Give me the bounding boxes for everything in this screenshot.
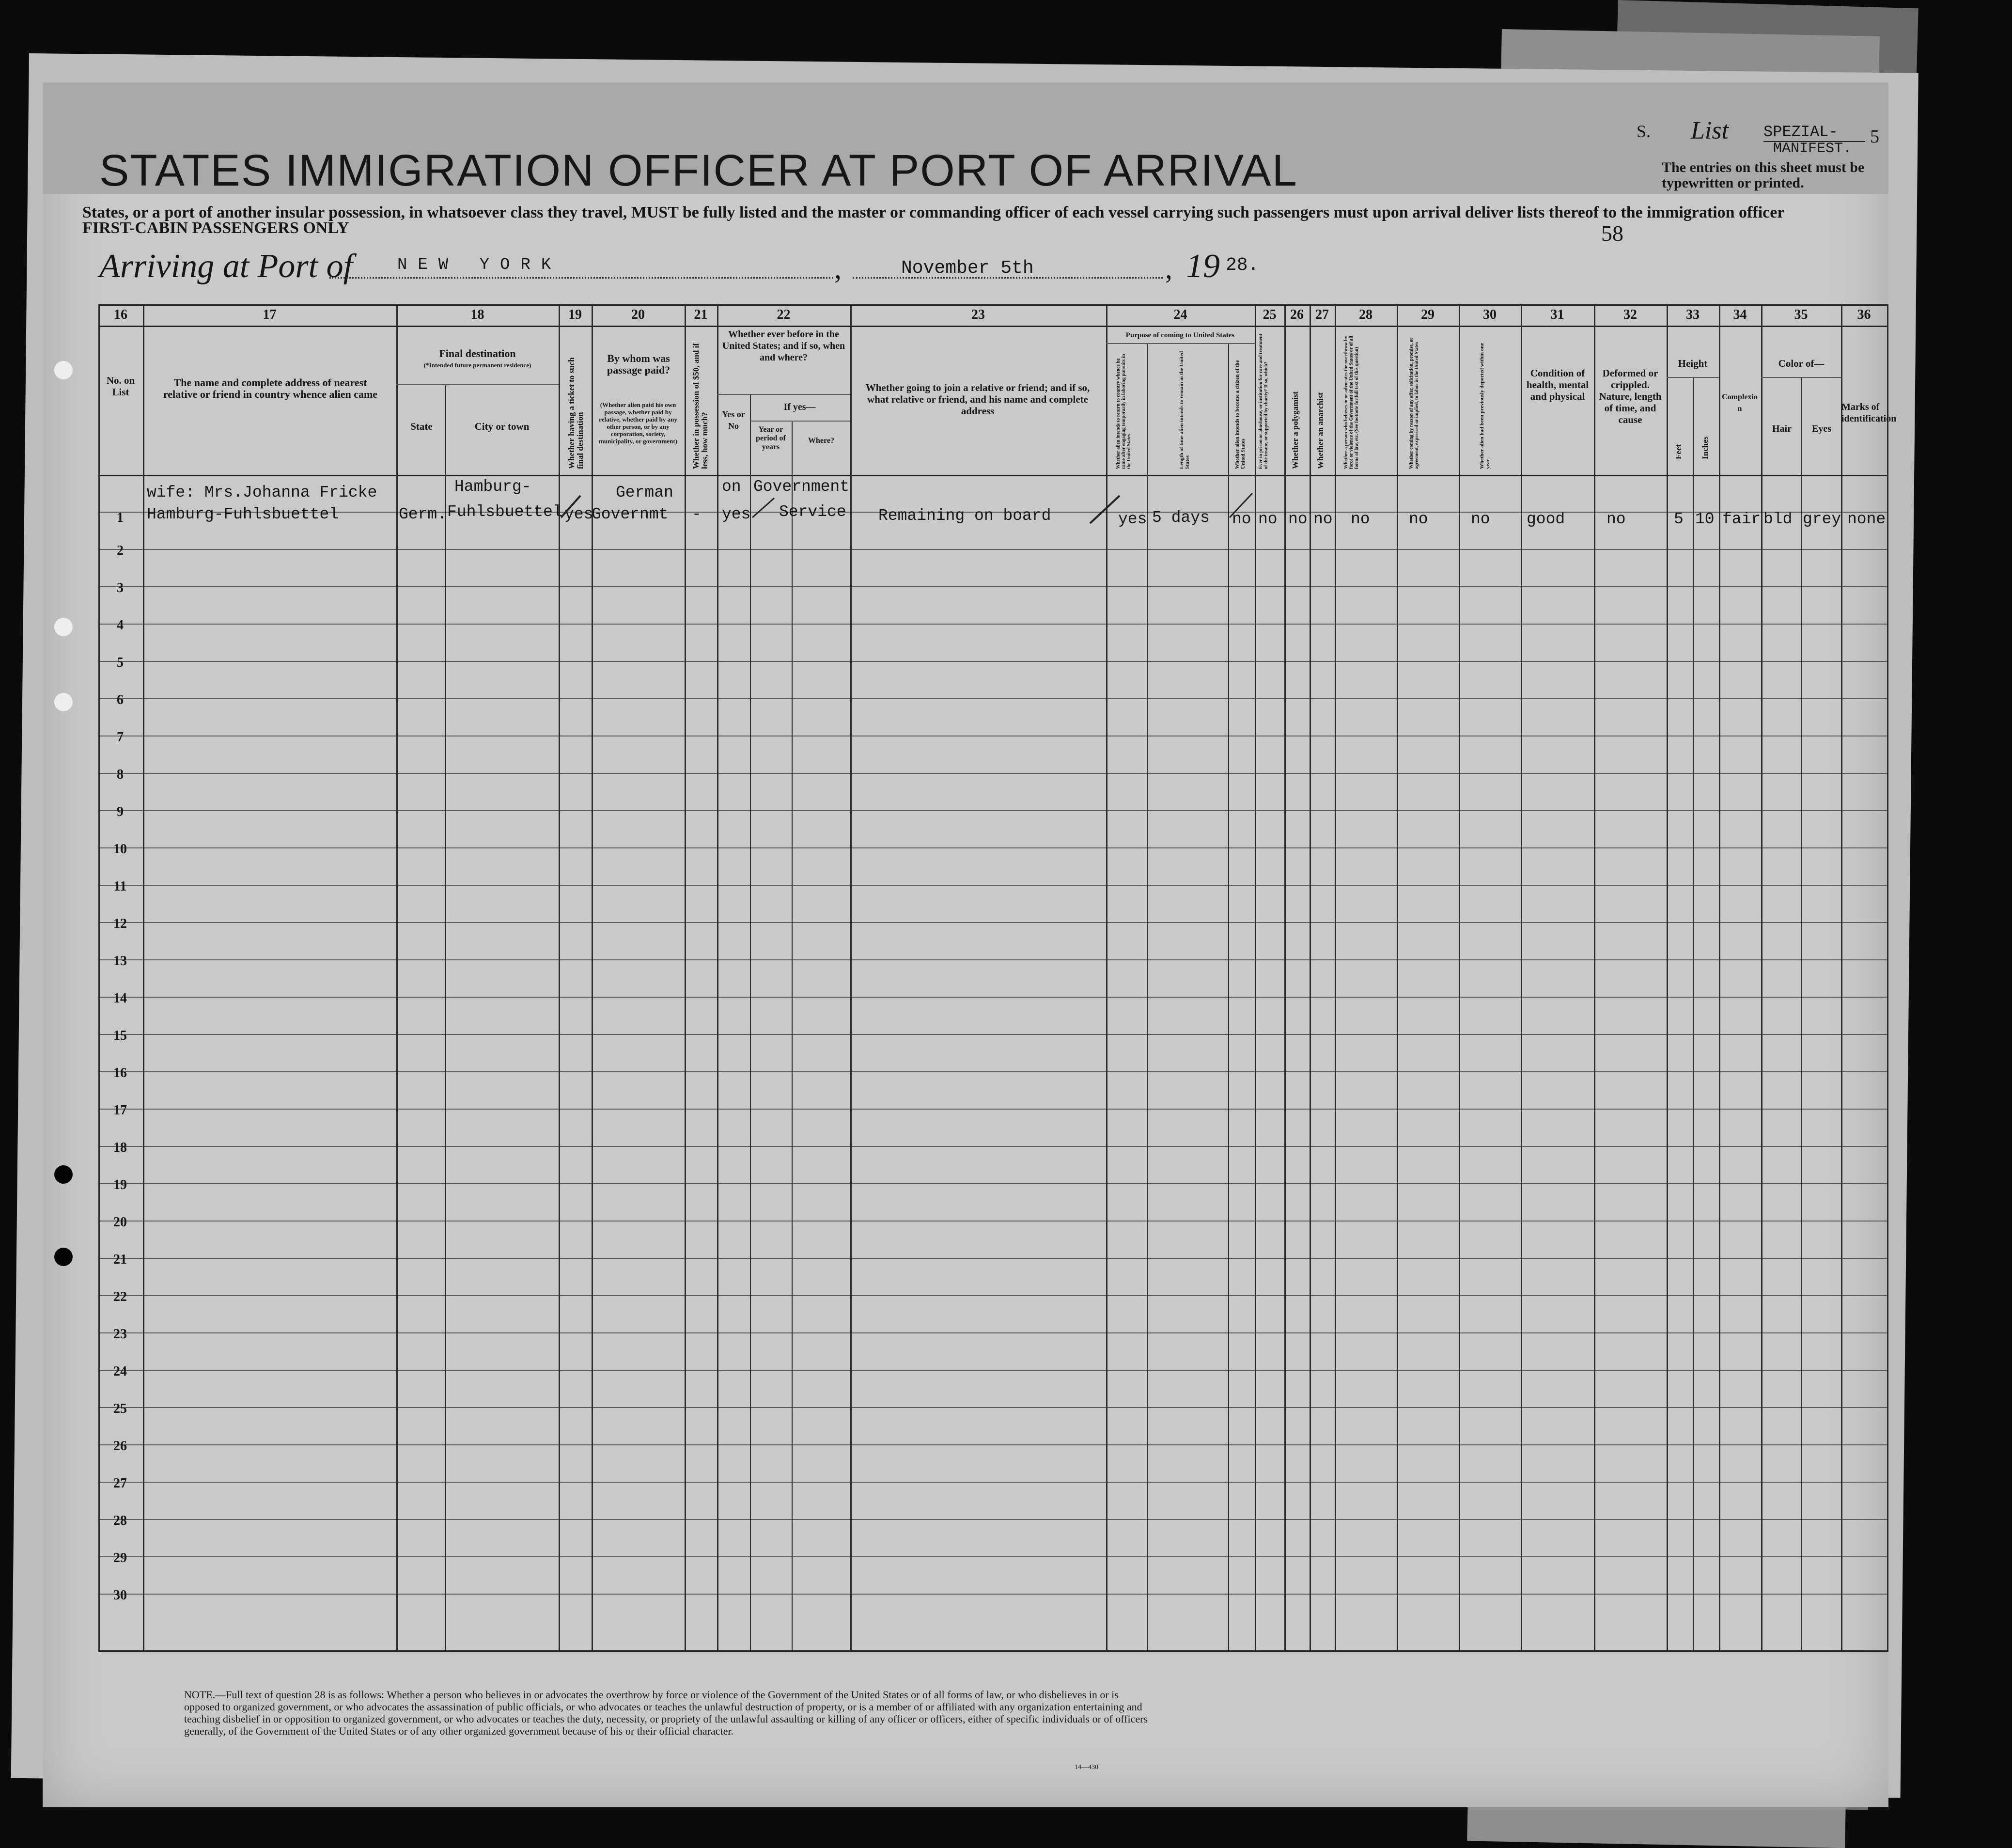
relative-address: Hamburg-Fuhlsbuettel <box>147 505 339 523</box>
marks-value: none <box>1847 510 1886 528</box>
binder-hole <box>54 361 73 379</box>
header-money: Whether in possession of $50, and if less, how much? <box>691 343 709 469</box>
city-line2: Fuhlsbuettel <box>447 503 562 521</box>
row-number: 8 <box>117 767 124 782</box>
col-number: 31 <box>1550 307 1564 322</box>
col-number: 35 <box>1794 307 1808 322</box>
joining-value: Remaining on board <box>878 507 1051 525</box>
row-line <box>98 1332 1888 1333</box>
header-deported: Whether alien had been previously deported within one year <box>1479 343 1491 469</box>
binder-hole <box>54 1248 73 1266</box>
header-state: State <box>410 421 433 432</box>
row-line <box>98 1183 1888 1184</box>
manifest-table <box>98 304 1897 1651</box>
row-line <box>98 661 1888 662</box>
row-number: 7 <box>117 730 124 745</box>
col-line <box>1693 377 1694 1651</box>
row-line <box>98 549 1888 550</box>
col-number: 23 <box>971 307 985 322</box>
row-number: 3 <box>117 580 124 595</box>
row-number: 24 <box>113 1364 127 1379</box>
col-number: 29 <box>1421 307 1435 322</box>
header-deformed: Deformed or crippled. Nature, length of time, and cause <box>1599 367 1662 425</box>
header-before-in-us: Whether ever before in the United States; and if so, when and where? <box>722 329 845 363</box>
prison-value: no <box>1258 510 1278 528</box>
col-number: 16 <box>114 307 127 322</box>
year-prefix: 19 <box>1186 248 1220 285</box>
header-no-on-list: No. on List <box>106 375 135 398</box>
binder-hole <box>54 1165 73 1184</box>
header-yes-no: Yes or No <box>722 409 745 431</box>
row-number: 25 <box>113 1401 127 1416</box>
comma: , <box>1165 252 1172 284</box>
row-line <box>98 1295 1888 1296</box>
header-feet: Feet <box>1674 444 1683 459</box>
header-final-destination-note: (*Intended future permanent residence) <box>423 361 531 369</box>
row-number: 23 <box>113 1327 127 1342</box>
comma: , <box>834 252 842 284</box>
header-q28: Whether a person who believes in or advocates the overthrow by force or violence of the Government of the United States or of all forms of law, etc. (See footnote for full text of this question) <box>1343 336 1359 469</box>
header-return: Whether alien intends to return to country whence he came after engaging temporarily in laboring pursuits in the United States <box>1116 354 1132 469</box>
row-number: 28 <box>113 1513 127 1528</box>
where-line2: Service <box>779 503 846 521</box>
row-line <box>98 1594 1888 1595</box>
row-line <box>98 1556 1888 1557</box>
header-length: Length of time alien intends to remain in the United States <box>1179 351 1190 469</box>
port-value: NEW YORK <box>397 256 562 274</box>
row-number: 15 <box>113 1028 127 1043</box>
return-value: yes <box>1118 510 1147 528</box>
col-line <box>792 421 793 1651</box>
header-where: Where? <box>808 437 834 445</box>
check-marks <box>98 304 1888 547</box>
header-paid-by-note: (Whether alien paid his own passage, whether paid by relative, whether paid by any other person, or by any corporation, society, municipality, or government) <box>599 401 677 445</box>
col-line <box>445 384 446 1651</box>
cabin-class: FIRST-CABIN PASSENGERS ONLY <box>82 219 349 237</box>
row-line <box>98 1071 1888 1072</box>
list-label: List <box>1691 117 1729 144</box>
footnote: NOTE.—Full text of question 28 is as follows: Whether a person who believes in or advocates the overthrow by force or violence of the Government of the United States or of all forms of law, or who disbelieves in or is opposed to organized government, or who advocates the assassination of public officials, or who advocates or teaches the unlawful destruction of property, or is a member of or affiliated with any organization entertaining and teaching disbelief in or opposition to organized government, or who advocates or teaches the duty, necessity, or propriety of the unlawful assaulting or killing of any officer or officers, either of specific individuals or of officers generally, of the Government of the United States or of any other organized government because of his or their official character. <box>184 1689 1148 1737</box>
row-number: 30 <box>113 1588 127 1603</box>
row-number: 16 <box>113 1065 127 1081</box>
col-number: 36 <box>1857 307 1871 322</box>
form-number: 14—430 <box>1075 1764 1098 1771</box>
row-line <box>98 885 1888 886</box>
ticket-value: yes <box>564 505 593 523</box>
before-line1: on <box>722 478 741 496</box>
row-number: 1 <box>117 510 124 525</box>
where-line1: Government <box>753 478 850 496</box>
list-value-2: MANIFEST. <box>1773 141 1852 157</box>
col-number: 22 <box>777 307 791 322</box>
hair-value: bld <box>1763 510 1793 528</box>
paid-by-line2: Governmt <box>592 505 669 523</box>
polygamist-value: no <box>1288 510 1308 528</box>
col-line <box>750 394 751 1651</box>
row-line <box>98 1109 1888 1110</box>
anarchist-value: no <box>1313 510 1333 528</box>
arriving-label: Arriving at Port of <box>99 248 353 285</box>
header-health: Condition of health, mental and physical <box>1526 367 1589 402</box>
header-marks: Marks of identification <box>1841 402 1897 424</box>
deported-value: no <box>1471 510 1490 528</box>
row-number: 14 <box>113 991 127 1006</box>
row-number: 21 <box>113 1252 127 1267</box>
money-value: - <box>692 505 702 523</box>
row-number: 22 <box>113 1289 127 1304</box>
row-line <box>98 959 1888 960</box>
col-number: 26 <box>1290 307 1304 322</box>
col-number: 27 <box>1315 307 1329 322</box>
header-prison: Ever in prison or almshouse, or institution for care and treatment of the insane, or supported by charity? If so, which? <box>1258 333 1269 469</box>
eyes-value: grey <box>1803 510 1841 528</box>
col-number: 32 <box>1623 307 1637 322</box>
before-yes-no: yes <box>722 505 751 523</box>
row-number: 10 <box>113 842 127 857</box>
row-number: 6 <box>117 692 124 707</box>
row-number: 4 <box>117 618 124 633</box>
row-line <box>98 1444 1888 1445</box>
row-line <box>98 624 1888 625</box>
row-number: 20 <box>113 1215 127 1230</box>
header-year: Year or period of years <box>756 425 786 451</box>
header-height: Height <box>1678 358 1708 369</box>
col-line <box>1801 377 1802 1651</box>
year-suffix: 28. <box>1226 255 1259 276</box>
header-offer: Whether coming by reason of any offer, solicitation, promise, or agreement, expressed or implied, to labor in the United States <box>1409 337 1419 469</box>
header-citizen: Whether alien intends to become a citizen of the United States <box>1234 360 1246 469</box>
row-number: 18 <box>113 1140 127 1155</box>
complexion-value: fair <box>1722 510 1761 528</box>
row-number: 12 <box>113 916 127 931</box>
sheet-number: 58 <box>1601 221 1623 246</box>
header-joining: Whether going to join a relative or friend; and if so, what relative or friend, and his name and complete address <box>865 382 1090 417</box>
row-line <box>98 847 1888 848</box>
header-final-destination: Final destination <box>439 347 516 360</box>
row-number: 26 <box>113 1439 127 1454</box>
header-relative-address: The name and complete address of nearest relative or friend in country whence alien came <box>163 376 378 400</box>
paid-by-line1: German <box>616 484 673 501</box>
header-anarchist: Whether an anarchist <box>1316 392 1325 469</box>
header-purpose: Purpose of coming to United States <box>1125 331 1235 339</box>
row-number: 11 <box>113 879 127 894</box>
row-number: 9 <box>117 804 124 819</box>
row-line <box>98 997 1888 998</box>
length-value: 5 days <box>1152 509 1210 527</box>
col-number: 20 <box>631 307 645 322</box>
row-line <box>98 698 1888 699</box>
row-line <box>98 810 1888 811</box>
col-number: 33 <box>1686 307 1700 322</box>
col-number: 28 <box>1359 307 1373 322</box>
header-inches: Inches <box>1700 436 1710 459</box>
header-ticket: Whether having a ticket to such final destination <box>567 357 585 469</box>
state-value: Germ. <box>399 505 447 523</box>
citizen-value: no <box>1232 510 1251 528</box>
row-line <box>98 586 1888 587</box>
relative-name: wife: Mrs.Johanna Fricke <box>147 484 377 501</box>
row-line <box>98 773 1888 774</box>
offer-value: no <box>1409 510 1428 528</box>
port-underline <box>329 277 833 279</box>
col-number: 19 <box>568 307 582 322</box>
city-line1: Hamburg- <box>454 478 531 496</box>
table-bottom-border <box>98 1650 1888 1652</box>
header-eyes: Eyes <box>1812 423 1831 434</box>
deformed-value: no <box>1606 510 1626 528</box>
row-line <box>98 1482 1888 1483</box>
feet-value: 5 <box>1674 510 1684 528</box>
q28-value: no <box>1351 510 1370 528</box>
typewritten-note: The entries on this sheet must be typewritten or printed. <box>1662 159 1865 191</box>
header-city: City or town <box>474 421 530 432</box>
row-line <box>98 1519 1888 1520</box>
row-number: 29 <box>113 1550 127 1566</box>
header-complexion: Complexion <box>1722 393 1758 413</box>
header-if-yes: If yes— <box>783 402 816 412</box>
row-number: 19 <box>113 1177 127 1192</box>
row-line <box>98 1034 1888 1035</box>
header-paid-by: By whom was passage paid? <box>607 352 671 376</box>
header-color: Color of— <box>1778 358 1825 369</box>
col-number: 25 <box>1263 307 1277 322</box>
health-value: good <box>1527 510 1565 528</box>
col-number: 24 <box>1173 307 1187 322</box>
row-line <box>98 1221 1888 1222</box>
row-line <box>98 1146 1888 1147</box>
header-hair: Hair <box>1772 423 1792 434</box>
form-title: STATES IMMIGRATION OFFICER AT PORT OF ARRIVAL <box>99 146 1298 195</box>
arrival-date: November 5th <box>901 258 1034 279</box>
col-number: 34 <box>1733 307 1747 322</box>
col-number: 21 <box>694 307 708 322</box>
row-number: 5 <box>117 655 124 670</box>
list-value: SPEZIAL- <box>1763 123 1865 142</box>
binder-hole <box>54 693 73 711</box>
header-polygamist: Whether a polygamist <box>1291 391 1300 469</box>
row-line <box>98 1370 1888 1371</box>
row-line <box>98 1258 1888 1259</box>
row-number: 17 <box>113 1103 127 1118</box>
inches-value: 10 <box>1695 510 1715 528</box>
row-number: 2 <box>117 543 124 558</box>
row-line <box>98 1407 1888 1408</box>
row-line <box>98 922 1888 923</box>
binder-hole <box>54 618 73 636</box>
list-prefix: S. <box>1637 122 1651 141</box>
col-number: 30 <box>1483 307 1497 322</box>
law-text: States, or a port of another insular possession, in whatsoever class they travel, MUST be fully listed and the master or commanding officer of each vessel carrying such passengers must upon arrival deliver lists thereof to the immigration officer <box>82 204 1785 221</box>
row-number: 27 <box>113 1476 127 1491</box>
list-number: 5 <box>1870 126 1879 147</box>
col-number: 18 <box>470 307 484 322</box>
row-number: 13 <box>113 954 127 969</box>
col-number: 17 <box>263 307 277 322</box>
